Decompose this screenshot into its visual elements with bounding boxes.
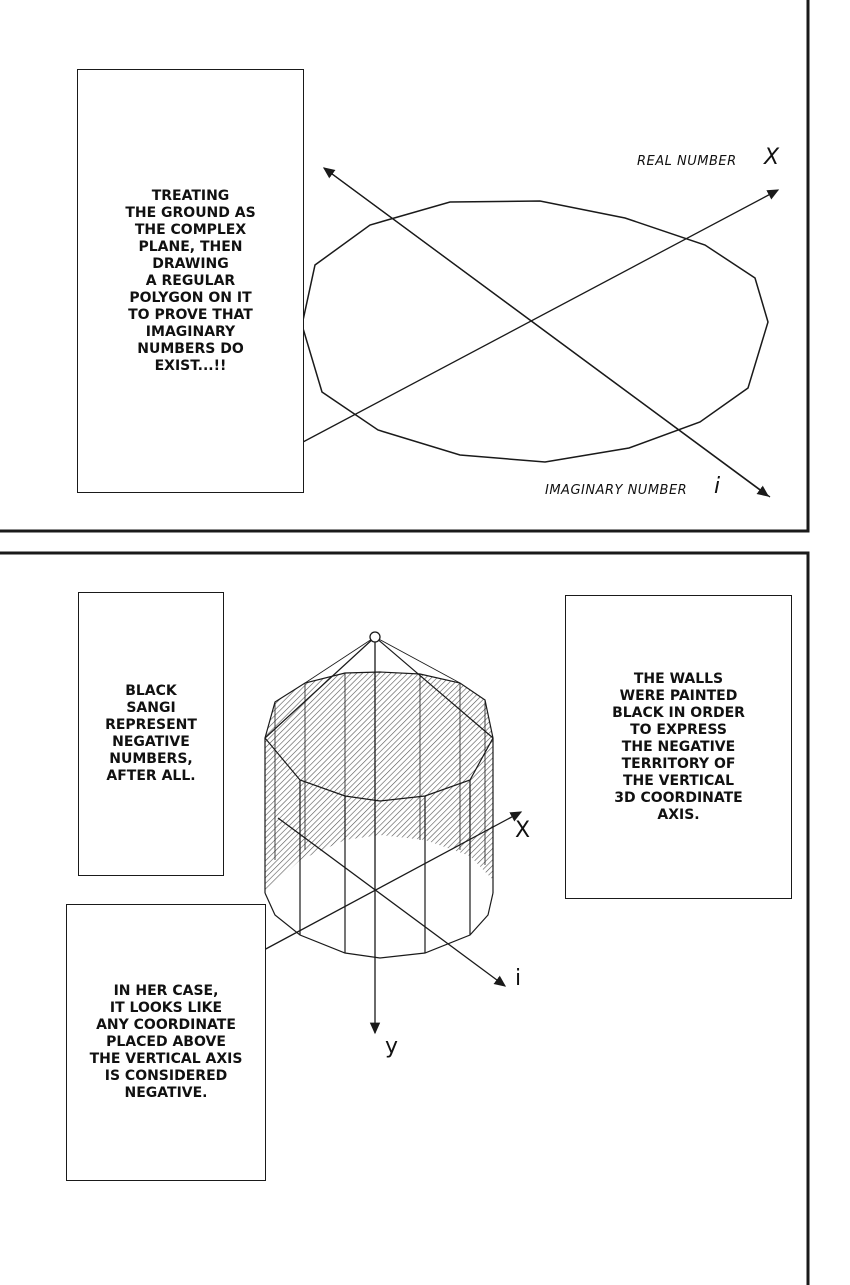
axis-y-label: y <box>385 1034 399 1059</box>
real-number-symbol: X <box>764 145 780 170</box>
caption-her-case: IN HER CASE, IT LOOKS LIKE ANY COORDINATE PLACED ABOVE THE VERTICAL AXIS IS CONSIDERED NEGATIVE. <box>66 904 266 1181</box>
regular-polygon <box>302 201 768 462</box>
imaginary-axis-head <box>324 168 768 496</box>
prism-figure <box>265 637 493 958</box>
caption-black-sangi: BLACK SANGI REPRESENT NEGATIVE NUMBERS, AFTER ALL. <box>78 592 224 876</box>
real-axis-line <box>303 190 778 442</box>
axis-i-label: i <box>515 966 522 991</box>
real-number-label: REAL NUMBER <box>637 154 737 169</box>
apex-point <box>370 632 380 642</box>
caption-complex-plane: TREATING THE GROUND AS THE COMPLEX PLANE, THEN DRAWING A REGULAR POLYGON ON IT TO PROVE THAT IMAGINARY NUMBERS DO EXIST...!! <box>77 69 304 493</box>
imaginary-number-label: IMAGINARY NUMBER <box>545 483 688 498</box>
imaginary-number-symbol: i <box>714 474 721 499</box>
caption-walls-painted: THE WALLS WERE PAINTED BLACK IN ORDER TO EXPRESS THE NEGATIVE TERRITORY OF THE VERTICAL 3D COORDINATE AXIS. <box>565 595 792 899</box>
axis-x-label: X <box>515 818 531 843</box>
